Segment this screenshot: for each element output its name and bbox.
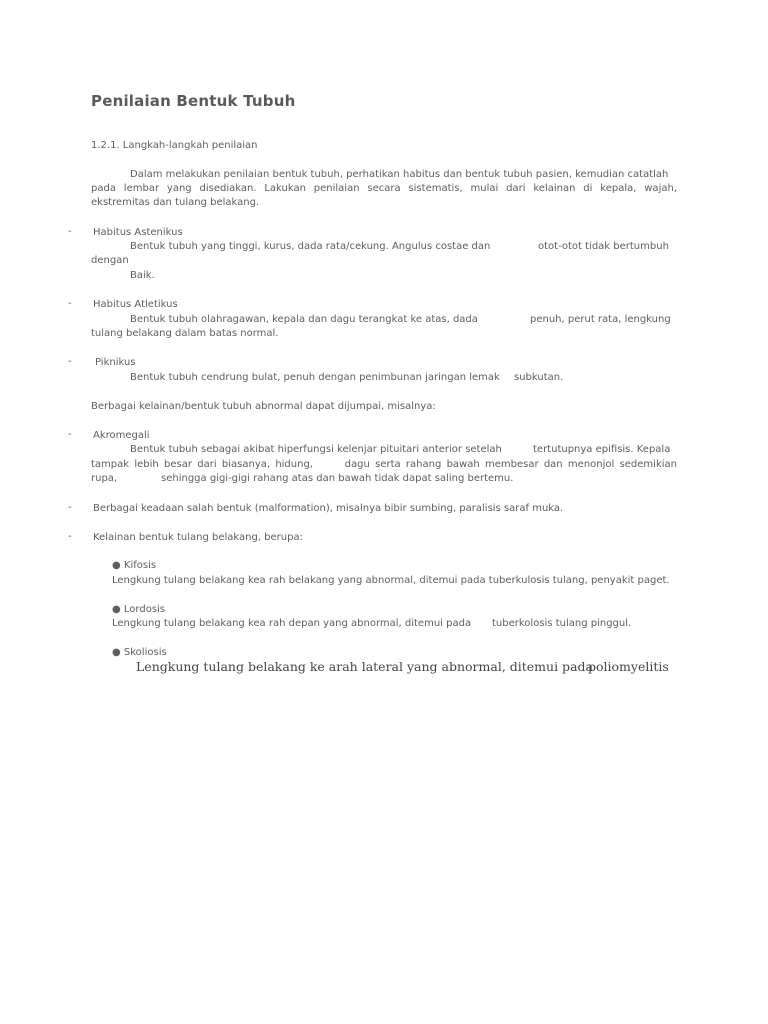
kyphosis-bullet: ● Kifosis xyxy=(112,560,157,571)
scoliosis-desc: poliomyelitis xyxy=(588,659,669,674)
page-title: Penilaian Bentuk Tubuh xyxy=(91,92,296,110)
scoliosis-desc: Lengkung tulang belakang ke arah lateral yang abnormal, ditemui pada xyxy=(136,659,593,674)
section-heading: Piknikus xyxy=(95,357,136,368)
athletic-line: tulang belakang dalam batas normal. xyxy=(91,328,279,339)
subheading: 1.2.1. Langkah-langkah penilaian xyxy=(91,140,258,151)
asthenic-line: Bentuk tubuh yang tinggi, kurus, dada rata/cekung. Angulus costae dan xyxy=(130,241,491,252)
list-dash: - xyxy=(68,356,72,367)
list-dash: - xyxy=(68,429,72,440)
acromegaly-line: rupa, xyxy=(91,473,118,484)
athletic-line: Bentuk tubuh olahragawan, kepala dan dagu terangkat ke atas, dada xyxy=(130,314,478,325)
athletic-line: penuh, perut rata, lengkung xyxy=(530,314,671,325)
kyphosis-desc: Lengkung tulang belakang kea rah belakang yang abnormal, ditemui pada tuberkulosis tulang, penyakit paget. xyxy=(112,575,670,586)
acromegaly-line: tertutupnya epifisis. Kepala xyxy=(533,444,671,455)
intro-line: ekstremitas dan tulang belakang. xyxy=(91,197,260,208)
list-dash: - xyxy=(68,502,72,513)
asthenic-line: dengan xyxy=(91,255,129,266)
scoliosis-bullet: ● Skoliosis xyxy=(112,647,167,658)
lordosis-desc: Lengkung tulang belakang kea rah depan yang abnormal, ditemui pada xyxy=(112,618,472,629)
malformation-text: Berbagai keadaan salah bentuk (malformation), misalnya bibir sumbing, paralisis saraf muka. xyxy=(93,503,564,514)
list-dash: - xyxy=(68,298,72,309)
list-dash: - xyxy=(68,531,72,542)
asthenic-line: Baik. xyxy=(130,270,155,281)
acromegaly-line: tampak lebih besar dari biasanya, hidung, dagu serta rahang bawah membesar dan menonjol sedemikian xyxy=(91,459,677,470)
pyknic-line: Bentuk tubuh cendrung bulat, penuh dengan penimbunan jaringan lemak xyxy=(130,372,500,383)
acromegaly-line: sehingga gigi-gigi rahang atas dan bawah tidak dapat saling bertemu. xyxy=(161,473,514,484)
section-heading: Habitus Atletikus xyxy=(93,299,178,310)
intro-line: pada lembar yang disediakan. Lakukan penilaian secara sistematis, mulai dari kelainan di kepala, wajah, xyxy=(91,183,677,194)
section-heading: Habitus Astenikus xyxy=(93,227,183,238)
asthenic-line: otot-otot tidak bertumbuh xyxy=(538,241,669,252)
acromegaly-line: Bentuk tubuh sebagai akibat hiperfungsi kelenjar pituitari anterior setelah xyxy=(130,444,502,455)
intro-line: Dalam melakukan penilaian bentuk tubuh, perhatikan habitus dan bentuk tubuh pasien, kemudian catatlah xyxy=(130,169,669,180)
lordosis-desc: tuberkolosis tulang pinggul. xyxy=(492,618,632,629)
abnormal-intro: Berbagai kelainan/bentuk tubuh abnormal dapat dijumpai, misalnya: xyxy=(91,401,436,412)
spine-intro: Kelainan bentuk tulang belakang, berupa: xyxy=(93,532,303,543)
list-dash: - xyxy=(68,226,72,237)
section-heading: Akromegali xyxy=(93,430,150,441)
pyknic-line: subkutan. xyxy=(514,372,564,383)
lordosis-bullet: ● Lordosis xyxy=(112,604,166,615)
